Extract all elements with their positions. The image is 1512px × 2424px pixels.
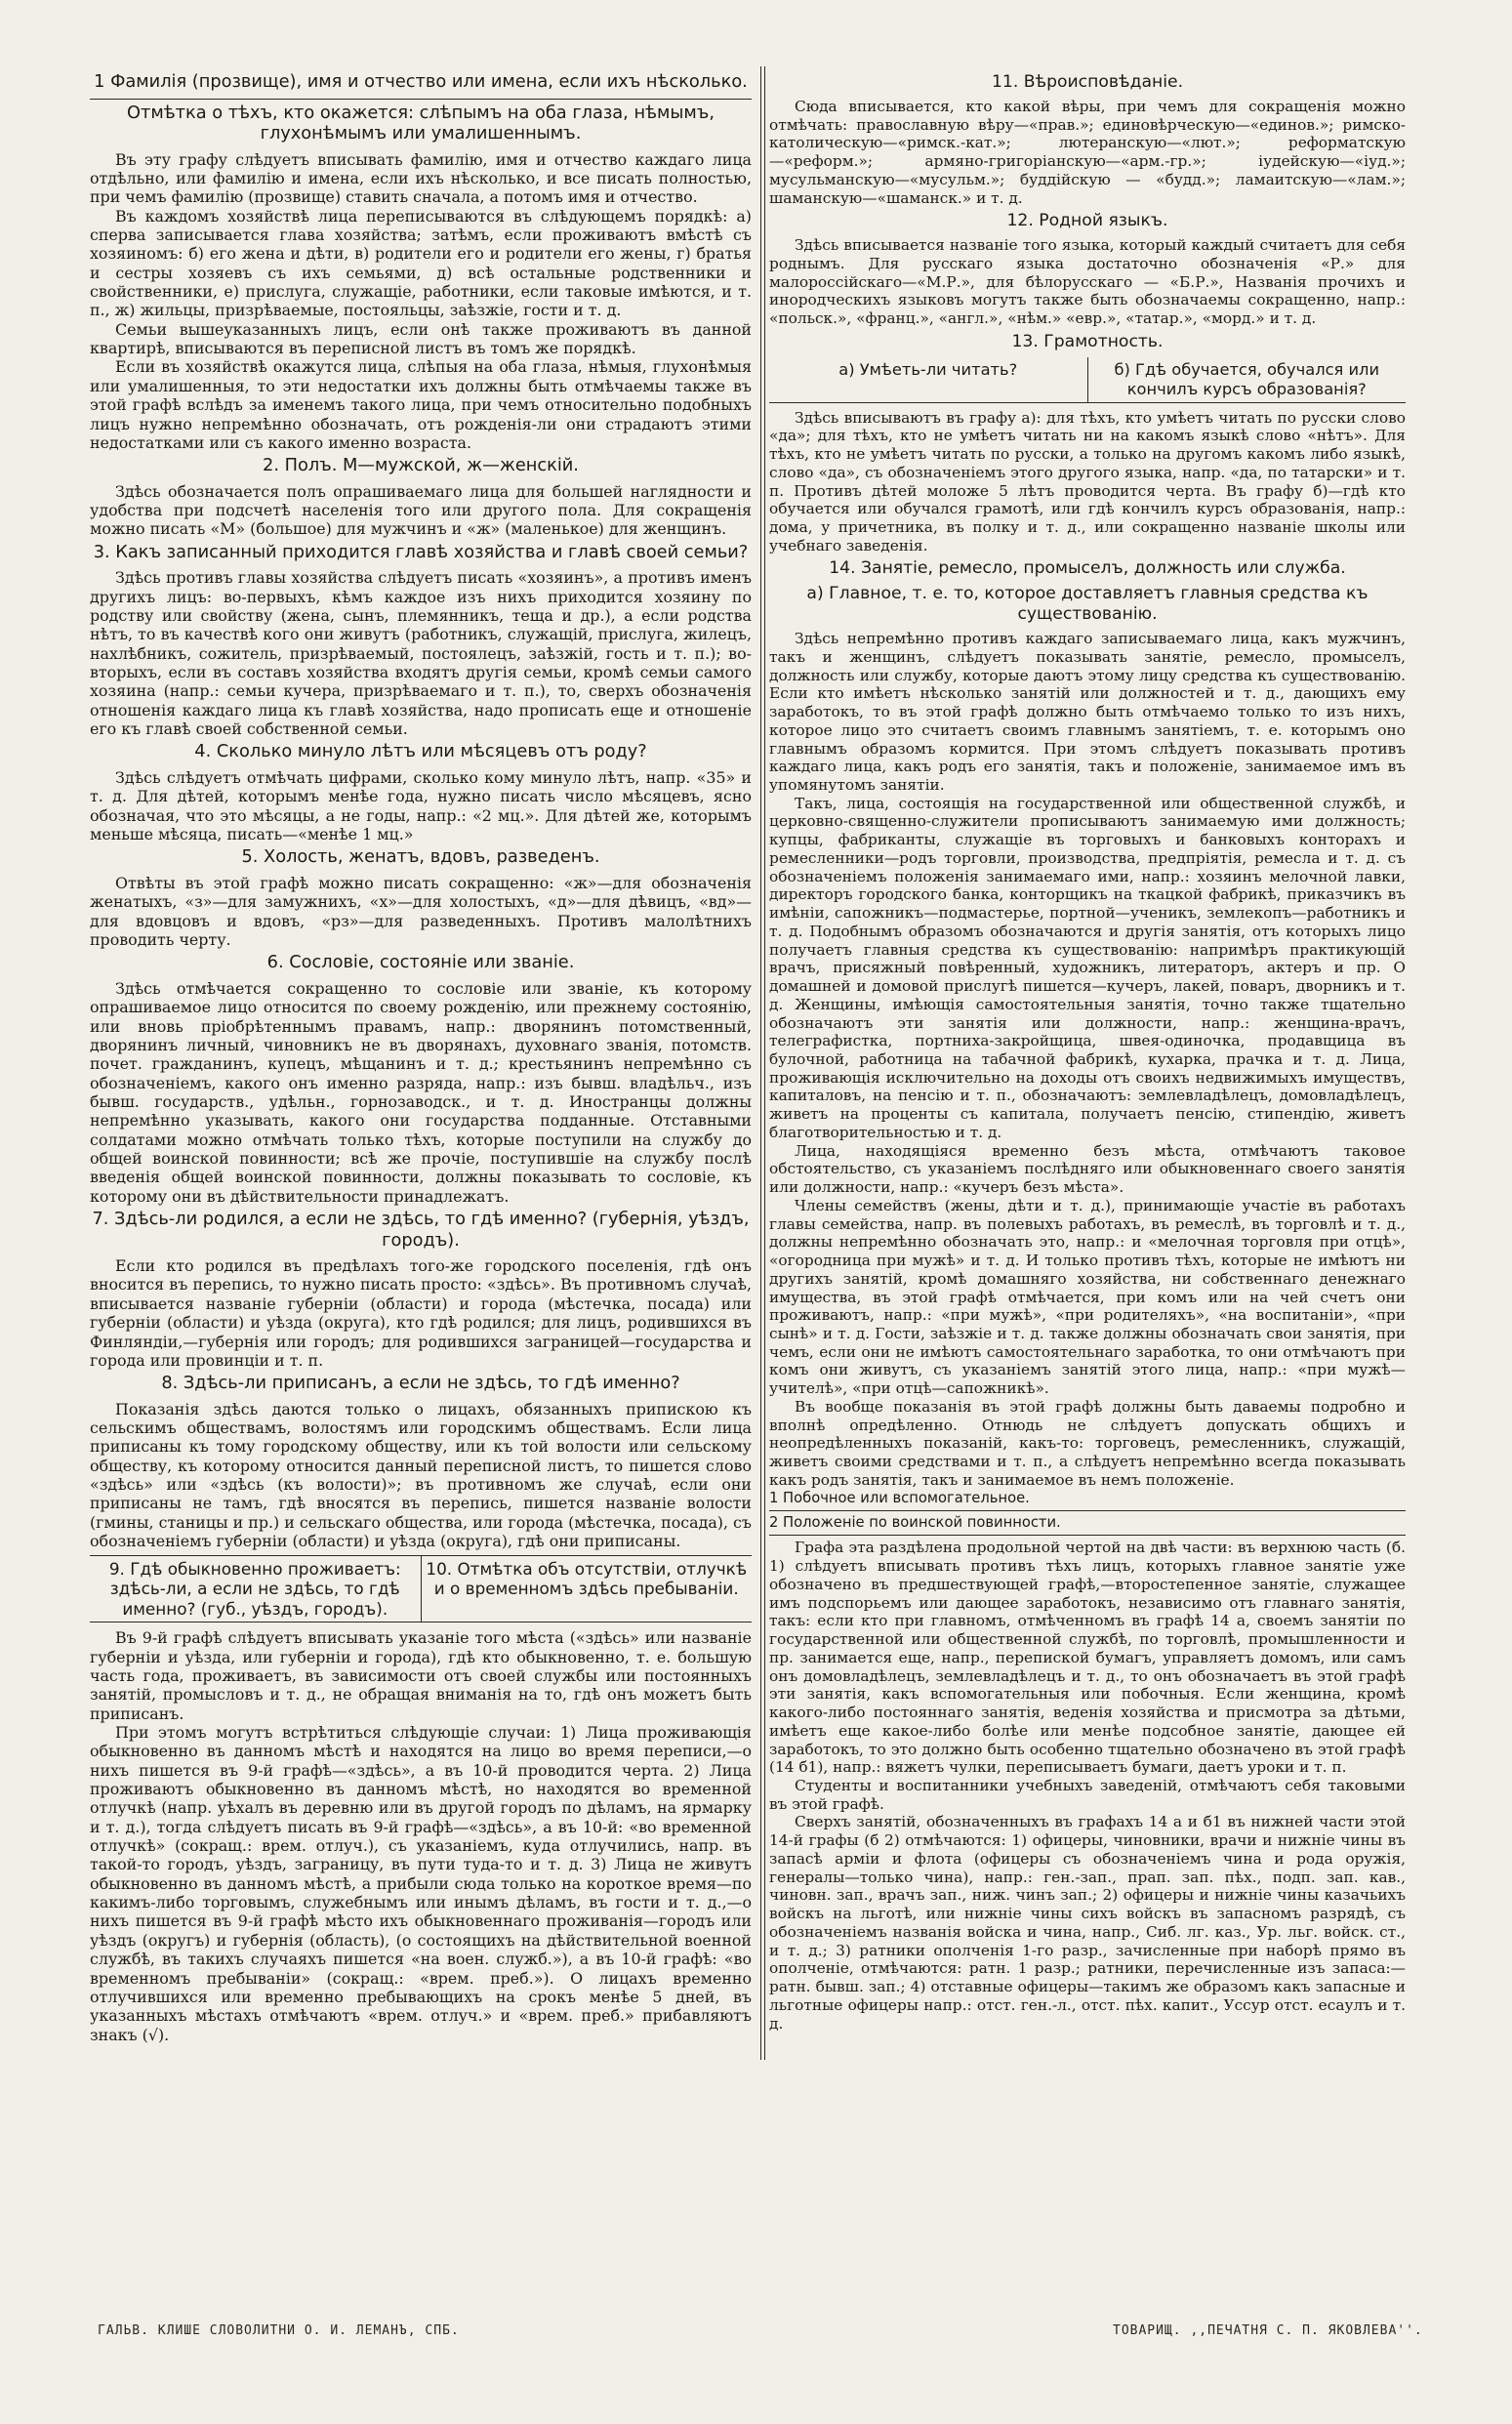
paragraph: Отвѣты въ этой графѣ можно писать сокращенно: «ж»—для обозначенія женатыхъ, «з»—для замужнихъ, «х»—для холостыхъ, «д»—для дѣвицъ, «вд»—для вдовцовъ и вдовъ, «рз»—для разведенныхъ. Противъ малолѣтнихъ проводить черту. <box>90 873 752 949</box>
column-divider-inner <box>764 66 765 2060</box>
paragraph: Здѣсь вписывается названіе того языка, который каждый считаетъ для себя роднымъ. Для русскаго языка достаточно обозначенія «Р.» для малороссійскаго—«М.Р.», для бѣлорусскаго — «Б.Р.», Названія прочихъ и инородческихъ языковъ могутъ также быть обозначаемы сокращенно, напр.: «польск.», «франц.», «англ.», «нѣм.» «евр.», «татар.», «морд.» и т. д. <box>769 236 1406 328</box>
left-column <box>90 68 752 2044</box>
heading-estate: 6. Сословіе, состояніе или званіе. <box>266 953 575 973</box>
heading-pair-13 <box>769 357 1406 403</box>
paragraph: Студенты и воспитанники учебныхъ заведеній, отмѣчаютъ себя таковыми въ этой графѣ. <box>769 1777 1406 1813</box>
heading-pair-9-10 <box>90 1555 752 1623</box>
footnotes <box>769 1490 1406 1537</box>
heading-marital: 5. Холость, женатъ, вдовъ, разведенъ. <box>241 847 600 868</box>
footnote-rule <box>769 1535 1406 1536</box>
column-divider <box>760 66 761 2060</box>
heading-education: б) Гдѣ обучается, обучался или кончилъ курсъ образованія? <box>1087 357 1407 402</box>
right-column <box>769 68 1406 2033</box>
heading-occupation: 14. Занятіе, ремесло, промыселъ, должность или служба. <box>829 558 1346 579</box>
heading-name-field: 1 Фамилія (прозвище), имя и отчество или имена, если ихъ нѣсколько. <box>94 72 748 92</box>
paragraph: Если кто родился въ предѣлахъ того-же городского поселенія, гдѣ онъ вносится въ перепись, то нужно писать просто: «здѣсь». Въ противномъ случаѣ, вписывается названіе губерніи (области) и города (мѣстечка, посада) или губерніи (области) и уѣзда (округа), кто гдѣ родился; для лицъ, родившихся въ Финляндіи,—губернія или городъ; для родившихся заграницей—государства и города или провинціи и т. п. <box>90 1256 752 1370</box>
paragraph: Въ вообще показанія въ этой графѣ должны быть даваемы подробно и вполнѣ опредѣленно. Отнюдь не слѣдуетъ допускать общихъ и неопредѣленныхъ показаній, какъ-то: торговецъ, ремесленникъ, служащій, живетъ своими средствами и т. п., а слѣдуетъ непремѣнно всегда показывать какъ родъ занятія, такъ и занимаемое въ немъ положеніе. <box>769 1397 1406 1489</box>
heading-absence: 10. Отмѣтка объ отсутствіи, отлучкѣ и о временномъ здѣсь пребываніи. <box>421 1556 753 1623</box>
heading-relation: 3. Какъ записанный приходится главѣ хозяйства и главѣ своей семьи? <box>93 542 749 562</box>
heading-registration: 8. Здѣсь-ли приписанъ, а если не здѣсь, то гдѣ именно? <box>161 1374 680 1394</box>
paragraph: Члены семействъ (жены, дѣти и т. д.), принимающіе участіе въ работахъ главы семейства, напр. въ полевыхъ работахъ, въ ремеслѣ, въ торговлѣ и т. д., должны непремѣнно обозначать это, напр.: и «мелочная торговля при отцѣ», «огородница при мужѣ» и т. д. И только противъ тѣхъ, которые не имѣютъ ни другихъ занятій, кромѣ домашняго хозяйства, ни собственнаго денежнаго имущества, въ этой графѣ отмѣчается, при комъ или на чей счетъ они проживаютъ, напр.: «при мужѣ», «при родителяхъ», «на воспитаніи», «при сынѣ» и т. д. Гости, заѣзжіе и т. д. также должны обозначать свои занятія, при чемъ, если они не имѣютъ самостоятельнаго заработка, то они отмѣчаютъ при комъ они живутъ, съ указаніемъ занятій этого лица, напр.: «при мужѣ—учителѣ», «при отцѣ—сапожникѣ». <box>769 1196 1406 1398</box>
paragraph: Показанія здѣсь даются только о лицахъ, обязанныхъ припискою къ сельскимъ обществамъ, волостямъ или городскимъ обществамъ. Если лица приписаны къ тому городскому обществу, или къ той волости или сельскому обществу, къ которому относится данный переписной листъ, то пишется слово «здѣсь» или «здѣсь (къ волости)»; въ противномъ же случаѣ, если они приписаны не тамъ, гдѣ вносятся въ перепись, пишется названіе волости (гмины, станицы и пр.) и сельскаго общества, или города (мѣстечка, посада), съ обозначеніемъ губерніи (области) и уѣзда (округа), гдѣ они приписаны. <box>90 1399 752 1551</box>
heading-language: 12. Родной языкъ. <box>1006 211 1168 231</box>
footnote-rule <box>769 1510 1406 1511</box>
paragraph: Здѣсь непремѣнно противъ каждаго записываемаго лица, какъ мужчинъ, такъ и женщинъ, слѣдуетъ показывать занятіе, ремесло, промыселъ, должность или службу, которые даютъ этому лицу средства къ существованію. Если кто имѣетъ нѣсколько занятій или должностей и т. д., дающихъ ему заработокъ, то въ этой графѣ должно быть отмѣчаемо только то изъ нихъ, которое лицо это считаетъ своимъ главнымъ занятіемъ, т. е. которымъ оно главнымъ образомъ кормится. При этомъ слѣдуетъ показывать противъ каждаго лица, какъ родъ его занятія, такъ и положеніе, занимаемое имъ въ упомянутомъ занятіи. <box>769 630 1406 794</box>
paragraph: Въ эту графу слѣдуетъ вписывать фамилію, имя и отчество каждаго лица отдѣльно, или фамилію и имена, если ихъ нѣсколько, и все писать полностью, при чемъ фамилію (прозвище) ставить сначала, а потомъ имя и отчество. <box>90 149 752 207</box>
heading-age: 4. Сколько минуло лѣтъ или мѣсяцевъ отъ роду? <box>194 742 647 762</box>
paragraph: Въ каждомъ хозяйствѣ лица переписываются въ слѣдующемъ порядкѣ: а) сперва записывается глава хозяйства; затѣмъ, если проживаютъ вмѣстѣ съ хозяиномъ: б) его жена и дѣти, в) родители его и родители его жены, г) братья и сестры хозяевъ съ ихъ семьями, д) всѣ остальные родственники и свойственники, е) прислуга, служащіе, работники, если таковые имѣются, и т. п., ж) жильцы, призрѣваемые, постояльцы, заѣзжіе, гости и т. д. <box>90 206 752 320</box>
heading-main-occupation: а) Главное, т. е. то, которое доставляетъ главныя средства къ существованію. <box>806 584 1369 625</box>
paragraph: Въ 9-й графѣ слѣдуетъ вписывать указаніе того мѣста («здѣсь» или названіе губерніи и уѣзда, или губерніи и города), гдѣ кто обыкновенно, т. е. большую часть года, проживаетъ, въ зависимости отъ своей службы или постоянныхъ занятій, промысловъ и т. д., не обращая вниманія на то, гдѣ онъ можетъ быть приписанъ. <box>90 1628 752 1723</box>
paragraph: При этомъ могутъ встрѣтиться слѣдующіе случаи: 1) Лица проживающія обыкновенно въ данномъ мѣстѣ и находятся на лицо во время переписи,—о нихъ пишется въ 9-й графѣ—«здѣсь», а въ 10-й проводится черта. 2) Лица проживаютъ обыкновенно въ данномъ мѣстѣ, но находятся во временной отлучкѣ (напр. уѣхалъ въ деревню или въ другой городъ по дѣламъ, на ярмарку и т. д.), тогда слѣдуетъ писать въ 9-й графѣ—«здѣсь», а въ 10-й: «во временной отлучкѣ» (сокращ.: врем. отлуч.), съ указаніемъ, куда отлучились, напр. въ такой-то городъ, уѣздъ, заграницу, въ пути туда-то и т. д. 3) Лица не живутъ обыкновенно въ данномъ мѣстѣ, а прибыли сюда только на короткое время—по какимъ-либо торговымъ, служебнымъ или инымъ дѣламъ, въ гости и т. д.,—о нихъ пишется въ 9-й графѣ мѣсто ихъ обыкновеннаго проживанія—городъ или уѣздъ (округъ) и губернія (область), (о состоящихъ на дѣйствительной военной службѣ, въ такихъ случаяхъ пишется «на воен. служб.»), а въ 10-й графѣ: «во временномъ пребываніи» (сокращ.: «врем. преб.»). О лицахъ временно отлучившихся или временно пребывающихъ на срокъ менѣе 5 дней, въ указанныхъ мѣстахъ отмѣчаютъ «врем. отлуч.» и «врем. преб.» прибавляютъ знакъ (√). <box>90 1723 752 2044</box>
paragraph: Такъ, лица, состоящія на государственной или общественной службѣ, и церковно-священно-служители прописываютъ занимаемую ими должность; купцы, фабриканты, служащіе въ торговыхъ и банковыхъ конторахъ и ремесленники—родъ торговли, производства, предпріятія, ремесла и т. д. съ обозначеніемъ положенія занимаемаго ими, напр.: хозяинъ мелочной лавки, директоръ городского банка, конторщикъ на ткацкой фабрикѣ, приказчикъ въ имѣніи, сапожникъ—подмастерье, портной—ученикъ, землекопъ—работникъ и т. д. Подобнымъ образомъ обозначаются и другія занятія, отъ которыхъ лицо получаетъ главныя средства къ существованію: напримѣръ практикующій врачъ, присяжный повѣренный, художникъ, литераторъ, актеръ и пр. О домашней и домовой прислугѣ пишется—кучеръ, лакей, поваръ, дворникъ и т. д. Женщины, имѣющія самостоятельныя занятія, точно также тщательно обозначаютъ эти занятія или должности, напр.: женщина-врачъ, телеграфистка, портниха-закройщица, швея-одиночка, продавщица въ булочной, работница на табачной фабрикѣ, кухарка, прачка и т. д. Лица, проживающія исключительно на доходы отъ своихъ недвижимыхъ имуществъ, капиталовъ, на пенсію и т. п., обозначаютъ: землевладѣлецъ, домовладѣлецъ, живетъ на проценты съ капитала, получаетъ пенсію, стипендію, живетъ благотворительностью и т. д. <box>769 794 1406 1141</box>
heading-can-read: а) Умѣеть-ли читать? <box>838 359 1018 379</box>
paragraph: Здѣсь вписываютъ въ графу а): для тѣхъ, кто умѣетъ читать по русски слово «да»; для тѣхъ, кто не умѣетъ читать ни на какомъ языкѣ слово «нѣтъ». Для тѣхъ, кто не умѣетъ читать по русски, а только на другомъ какомъ либо языкѣ, слово «да», съ обозначеніемъ этого другого языка, напр. «да, по татарски» и т. п. Противъ дѣтей моложе 5 лѣтъ проводится черта. Въ графу б)—гдѣ кто обучается или обучался грамотѣ, или гдѣ кончилъ курсъ образованія, напр.: дома, у причетника, въ полку и т. д., или сокращенно названіе школы или учебнаго заведенія. <box>769 408 1406 555</box>
heading-birthplace: 7. Здѣсь-ли родился, а если не здѣсь, то гдѣ именно? (губернія, уѣздъ, городъ). <box>92 1210 750 1251</box>
paragraph: Сверхъ занятій, обозначенныхъ въ графахъ 14 а и б1 въ нижней части этой 14-й графы (б 2) отмѣчаются: 1) офицеры, чиновники, врачи и нижніе чины въ запасѣ арміи и флота (офицеры съ обозначеніемъ чина и рода оружія, генералы—только чина), напр.: ген.-зап., прап. зап. пѣх., подп. зап. кав., чиновн. зап., врачъ зап., ниж. чинъ зап.; 2) офицеры и нижніе чины казачьихъ войскъ на льготѣ, или нижніе чины сихъ войскъ въ запасномъ разрядѣ, съ обозначеніемъ названія войска и чина, напр., Сиб. лг. каз., Ур. льг. войск. ст., и т. д.; 3) ратники ополченія 1-го разр., зачисленные при наборѣ прямо въ ополченіе, отмѣчаются: ратн. 1 разр.; ратники, перечисленные изъ запаса:—ратн. бывш. зап.; 4) отставные офицеры—такимъ же образомъ какъ запасные и льготные офицеры напр.: отст. ген.-л., отст. пѣх. капит., Уссур отст. есаулъ и т. д. <box>769 1813 1406 2033</box>
heading-literacy: 13. Грамотность. <box>1011 331 1164 351</box>
paragraph: Если въ хозяйствѣ окажутся лица, слѣпыя на оба глаза, нѣмыя, глухонѣмыя или умалишенныя, то эти недостатки ихъ должны быть отмѣчаемы также въ этой графѣ вслѣдъ за именемъ такого лица, при чемъ относительно подобныхъ лицъ нужно непремѣнно обозначать, отъ рожденія-ли они страдаютъ этими недостатками или съ какого именно возраста. <box>90 357 752 452</box>
paragraph: Здѣсь противъ главы хозяйства слѣдуетъ писать «хозяинъ», а противъ именъ другихъ лицъ: во-первыхъ, кѣмъ каждое изъ нихъ приходится хозяину по родству или свойству (жена, сынъ, племянникъ, теща и др.), а если родства нѣтъ, то въ качествѣ кого они живутъ (работникъ, служащій, прислуга, жилецъ, нахлѣбникъ, сожитель, призрѣваемый, постоялецъ, заѣзжій, гость и т. п.); во-вторыхъ, если въ составъ хозяйства входятъ другія семьи, кромѣ семьи самого хозяина (напр.: семьи кучера, призрѣваемаго и т. п.), то, сверхъ обозначенія отношенія каждаго лица къ главѣ хозяйства, надо прописать еще и отношеніе его къ главѣ своей собственной семьи. <box>90 568 752 739</box>
footnote-secondary: 1 Побочное или вспомогательное. <box>769 1489 1030 1506</box>
paragraph: Лица, находящіяся временно безъ мѣста, отмѣчаютъ таковое обстоятельство, съ указаніемъ послѣдняго или обыкновеннаго своего занятія или должности, напр.: «кучеръ безъ мѣста». <box>769 1141 1406 1197</box>
footnote-military: 2 Положеніе по воинской повинности. <box>769 1514 1061 1532</box>
footer-printer-left: ГАЛЬВ. КЛИШЕ СЛОВОЛИТНИ О. И. ЛЕМАНЪ, СПБ. <box>98 2323 460 2338</box>
paragraph: Сюда вписывается, кто какой вѣры, при чемъ для сокращенія можно отмѣчать: православную вѣру—«прав.»; единовѣрческую—«единов.»; римско-католическую—«римск.-кат.»; лютеранскую—«лют.»; реформатскую—«реформ.»; армяно-григоріанскую—«арм.-гр.»; іудейскую—«іуд.»; мусульманскую—«мусульм.»; буддійскую — «будд.»; ламаитскую—«лам.»; шаманскую—«шаманск.» и т. д. <box>769 97 1406 207</box>
paragraph: Здѣсь обозначается полъ опрашиваемаго лица для большей наглядности и удобства при подсчетѣ населенія того или другого пола. Для сокращенія можно писать «М» (большое) для мужчинъ и «ж» (маленькое) для женщинъ. <box>90 481 752 539</box>
paragraph: Графа эта раздѣлена продольной чертой на двѣ части: въ верхнюю часть (б. 1) слѣдуетъ вписывать противъ тѣхъ лицъ, которыхъ главное занятіе уже обозначено въ предшествующей графѣ,—второстепенное занятіе, служащее имъ подспорьемъ или дающее заработокъ, независимо отъ главнаго занятія, такъ: если кто при главномъ, отмѣченномъ въ графѣ 14 а, своемъ занятіи по государственной или общественной службѣ, по торговлѣ, промышленности и пр. занимается еще, напр., перепиской бумагъ, управляетъ домомъ, или самъ онъ домовладѣлецъ, землевладѣлецъ и т. д., то онъ обозначаетъ въ этой графѣ эти занятія, какъ вспомогательныя или побочныя. Если женщина, кромѣ какого-либо постояннаго занятія, веденія хозяйства и присмотра за дѣтьми, имѣетъ еще какое-либо болѣе или менѣе подсобное занятіе, дающее ей заработокъ, то это должно быть особенно тщательно обозначено въ этой графѣ (14 б1), напр.: вяжетъ чулки, переписываетъ бумаги, даетъ уроки и т. п. <box>769 1539 1406 1777</box>
heading-sex: 2. Полъ. М—мужской, ж—женскій. <box>263 456 579 476</box>
paragraph: Здѣсь отмѣчается сокращенно то сословіе или званіе, къ которому опрашиваемое лицо относится по своему рожденію, или прежнему состоянію, или вновь пріобрѣтеннымъ правамъ, напр.: дворянинъ потомственный, дворянинъ личный, чиновникъ не въ дворянахъ, духовнаго званія, потомств. почет. гражданинъ, купецъ, мѣщанинъ и т. д.; крестьянинъ непремѣнно съ обозначеніемъ, какого онъ именно разряда, напр.: изъ бывш. владѣльч., изъ бывш. государств., удѣльн., горнозаводск., и т. д. Иностранцы должны непремѣнно указывать, какого они государства подданные. Отставными солдатами можно отмѣчать только тѣхъ, которые поступили на службу до общей воинской повинности; всѣ же прочіе, поступившіе на службу послѣ введенія общей воинской повинности, должны показывать то сословіе, къ которому они въ дѣйствительности принадлежатъ. <box>90 978 752 1206</box>
heading-disability-mark: Отмѣтка о тѣхъ, кто окажется: слѣпымъ на оба глаза, нѣмымъ, глухонѣмымъ или умалишеннымъ. <box>127 103 715 144</box>
paragraph: Семьи вышеуказанныхъ лицъ, если онѣ также проживаютъ въ данной квартирѣ, вписываются въ переписной листъ въ томъ же порядкѣ. <box>90 319 752 358</box>
paragraph: Здѣсь слѣдуетъ отмѣчать цифрами, сколько кому минуло лѣтъ, напр. «35» и т. д. Для дѣтей, которымъ менѣе года, нужно писать число мѣсяцевъ, ясно обозначая, что это мѣсяцы, а не годы, напр.: «2 мц.». Для дѣтей же, которымъ меньше мѣсяца, писать—«менѣе 1 мц.» <box>90 768 752 844</box>
heading-religion: 11. Вѣроисповѣданіе. <box>991 72 1184 92</box>
footer-printer-right: ТОВАРИЩ. ,,ПЕЧАТНЯ С. П. ЯКОВЛЕВА''. <box>1113 2323 1423 2338</box>
heading-residence: 9. Гдѣ обыкновенно проживаетъ: здѣсь-ли, а если не здѣсь, то гдѣ именно? (губ., уѣздъ, городъ). <box>108 1558 401 1619</box>
heading-rule <box>90 99 752 100</box>
